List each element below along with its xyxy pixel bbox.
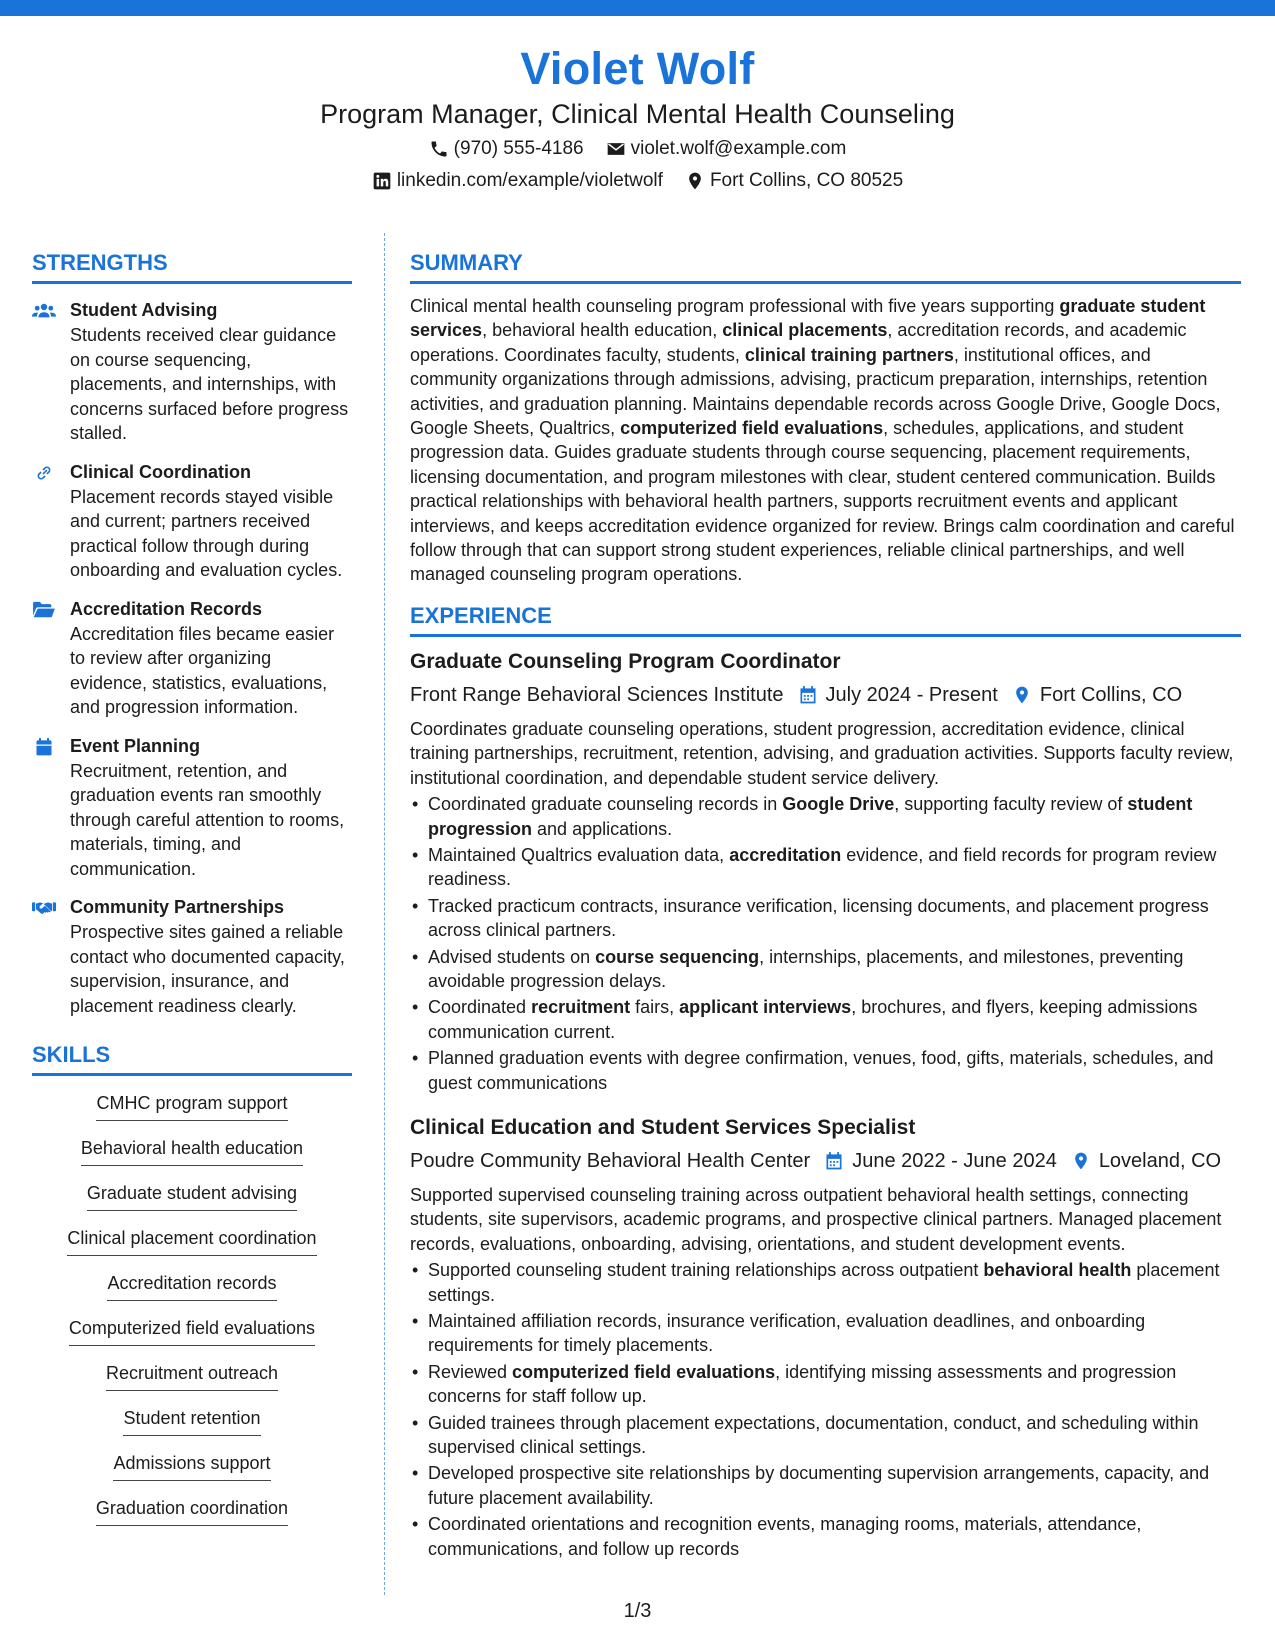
skill-item: Graduate student advising	[87, 1180, 297, 1211]
candidate-title: Program Manager, Clinical Mental Health Counseling	[320, 99, 955, 129]
job-meta	[410, 679, 1241, 711]
bullet-item: • Planned graduation events with degree confirmation, venues, food, gifts, materials, schedules, and guest communications	[410, 1046, 1241, 1095]
envelope-icon	[606, 139, 626, 159]
strength-item	[32, 734, 352, 882]
skill-item: Recruitment outreach	[106, 1360, 278, 1391]
experience-heading: EXPERIENCE	[410, 601, 1241, 637]
strength-item	[32, 597, 352, 720]
linkedin-text[interactable]: linkedin.com/example/violetwolf	[396, 170, 663, 191]
map-pin-icon	[1012, 685, 1032, 705]
strength-desc: Students received clear guidance on course sequencing, placements, and internships, with concerns surfaced before progress stalled.	[70, 325, 349, 443]
bullet-item: • Reviewed computerized field evaluations, identifying missing assessments and progression concerns for staff follow up.	[410, 1360, 1241, 1409]
page-number: 1/3	[623, 1600, 652, 1622]
skill-item: Clinical placement coordination	[67, 1225, 316, 1256]
strength-title: Student Advising	[70, 300, 218, 320]
job-description: Coordinates graduate counseling operations, student progression, accreditation evidence, clinical training partnerships, recruitment, retention, advising, and graduation activities. Supports faculty review, institutional coordination, and dependable student service delivery.	[410, 718, 1234, 788]
job-description: Supported supervised counseling training across outpatient behavioral health settings, connecting students, site supervisors, academic programs, and prospective clinical partners. Managed placement records, evaluations, onboarding, advising, orientations, and student development events.	[410, 1184, 1222, 1254]
skills-heading: SKILLS	[32, 1040, 352, 1076]
bullet-item: • Coordinated orientations and recognition events, managing rooms, materials, attendance, communications, and follow up records	[410, 1512, 1241, 1561]
summary-text: Clinical mental health counseling program professional with five years supporting graduate student services, behavioral health education, clinical placements, accreditation records, and academic operations. Coordinates faculty, students, clinical training partners, institutional offices, and community organizations through admissions, advising, practicum preparation, internships, retention activities, and graduation planning. Maintains dependable records across Google Drive, Google Docs, Google Sheets, Qualtrics, computerized field evaluations, schedules, applications, and student progression data. Guides graduate students through course sequencing, placement requirements, licensing documentation, and program milestones with clear, student centered communication. Builds practical relationships with behavioral health partners, supports recruitment events and applicant interviews, and keeps accreditation evidence organized for review. Brings calm coordination and careful follow through that can support strong student experiences, reliable clinical partnerships, and well managed counseling program operations.	[410, 296, 1235, 585]
email-text[interactable]: violet.wolf@example.com	[630, 138, 847, 159]
bullet-item: • Tracked practicum contracts, insurance verification, licensing documents, and placement progress across clinical partners.	[410, 894, 1241, 943]
bullet-item: • Coordinated recruitment fairs, applicant interviews, brochures, and flyers, keeping admissions communication current.	[410, 995, 1241, 1044]
strength-title: Community Partnerships	[70, 897, 285, 917]
strength-desc: Accreditation files became easier to review after organizing evidence, statistics, evaluations, and progression information.	[70, 623, 335, 717]
job-dates: July 2024 - Present	[825, 683, 998, 706]
strength-title: Accreditation Records	[70, 598, 263, 619]
contact-location	[685, 166, 903, 196]
bullet-item: • Advised students on course sequencing, internships, placements, and milestones, preventing avoidable progression delays.	[410, 945, 1241, 994]
folder-open-icon	[32, 600, 56, 620]
job-dates: June 2022 - June 2024	[852, 1149, 1057, 1172]
phone-icon	[429, 139, 449, 159]
company-name: Front Range Behavioral Sciences Institute	[410, 683, 784, 706]
contact-phone	[429, 134, 584, 164]
bullet-item: • Developed prospective site relationships by documenting supervision arrangements, capacity, and future placement availability.	[410, 1461, 1241, 1510]
company-name: Poudre Community Behavioral Health Center	[410, 1149, 811, 1172]
phone-text: (970) 555-4186	[453, 138, 584, 159]
calendar-icon	[824, 1151, 844, 1171]
bullet-item: • Maintained Qualtrics evaluation data, accreditation evidence, and field records for program review readiness.	[410, 843, 1241, 892]
bullet-item: • Maintained affiliation records, insurance verification, evaluation deadlines, and onboarding requirements for timely placements.	[410, 1309, 1241, 1358]
job-bullets	[410, 792, 1241, 1095]
calendar-icon	[798, 685, 818, 705]
skill-item: Student retention	[123, 1405, 260, 1436]
job-meta	[410, 1145, 1241, 1177]
strength-desc: Prospective sites gained a reliable contact who documented capacity, supervision, insurance, and placement readiness clearly.	[70, 922, 345, 1016]
calendar-icon	[32, 737, 56, 757]
left-column	[32, 248, 352, 1540]
skill-item: Admissions support	[113, 1450, 270, 1481]
bullet-item: • Supported counseling student training relationships across outpatient behavioral health placement settings.	[410, 1258, 1241, 1307]
handshake-icon	[32, 898, 56, 918]
location-text: Fort Collins, CO 80525	[709, 170, 904, 191]
linkedin-icon	[372, 171, 392, 191]
strength-desc: Recruitment, retention, and graduation events ran smoothly through careful attention to rooms, materials, timing, and communication.	[70, 760, 345, 879]
bullet-item: • Guided trainees through placement expectations, documentation, conduct, and scheduling within supervised clinical settings.	[410, 1411, 1241, 1460]
job-location: Fort Collins, CO	[1039, 683, 1183, 706]
contact-linkedin[interactable]	[372, 166, 663, 196]
job-entry	[410, 1113, 1241, 1561]
column-divider	[384, 233, 385, 1595]
job-title: Clinical Education and Student Services Specialist	[410, 1115, 916, 1139]
skill-item: Graduation coordination	[96, 1495, 288, 1526]
resume-header	[0, 40, 1275, 196]
contact-email[interactable]	[606, 134, 847, 164]
users-icon	[32, 301, 56, 321]
strengths-heading: STRENGTHS	[32, 248, 352, 284]
job-title: Graduate Counseling Program Coordinator	[410, 649, 841, 673]
link-icon	[32, 463, 56, 483]
strength-title: Clinical Coordination	[70, 461, 252, 482]
candidate-name: Violet Wolf	[520, 43, 755, 94]
job-bullets	[410, 1258, 1241, 1561]
contact-row-2	[0, 166, 1275, 196]
bullet-item: • Coordinated graduate counseling records in Google Drive, supporting faculty review of student progression and applications.	[410, 792, 1241, 841]
strength-item	[32, 895, 352, 1018]
map-pin-icon	[1071, 1151, 1091, 1171]
top-accent-bar	[0, 0, 1275, 16]
skills-list	[32, 1090, 352, 1540]
strength-item	[32, 460, 352, 583]
strength-item	[32, 298, 352, 446]
contact-row-1	[0, 134, 1275, 164]
strength-title: Event Planning	[70, 735, 201, 756]
map-pin-icon	[685, 171, 705, 191]
right-column	[410, 248, 1241, 1563]
skill-item: Accreditation records	[107, 1270, 276, 1301]
skill-item: CMHC program support	[96, 1090, 287, 1121]
job-location: Loveland, CO	[1098, 1149, 1222, 1172]
strength-desc: Placement records stayed visible and current; partners received practical follow through during onboarding and evaluation cycles.	[70, 486, 343, 580]
summary-heading: SUMMARY	[410, 248, 1241, 284]
job-entry	[410, 647, 1241, 1095]
skill-item: Computerized field evaluations	[69, 1315, 315, 1346]
skill-item: Behavioral health education	[81, 1135, 303, 1166]
